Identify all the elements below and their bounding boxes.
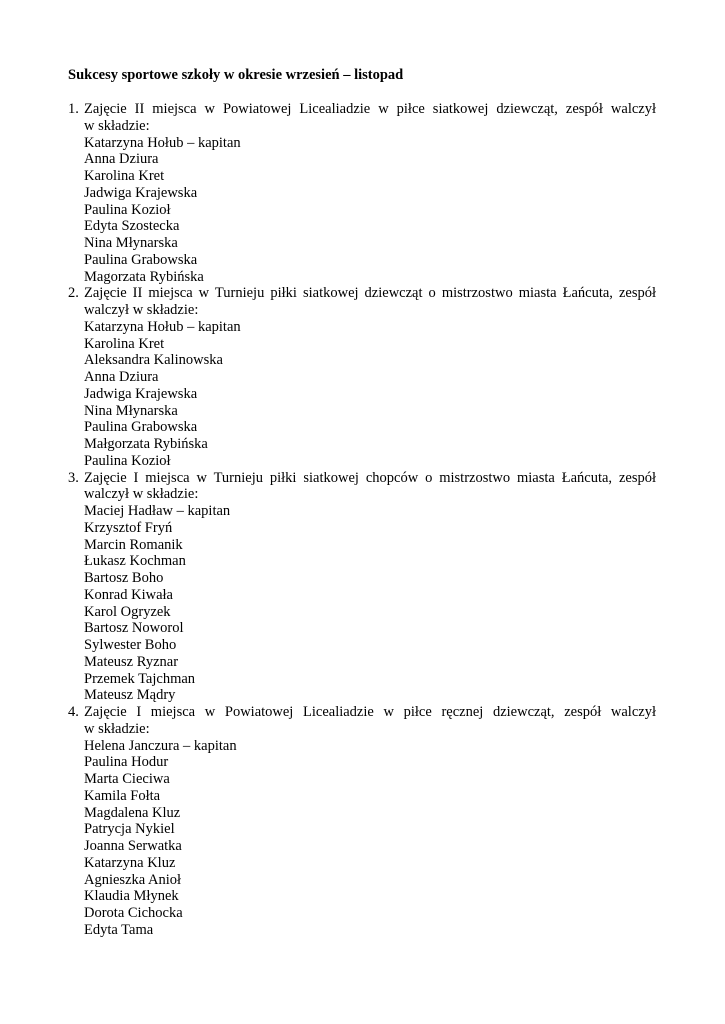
item-number: 3. bbox=[68, 469, 79, 486]
team-member: Agnieszka Anioł bbox=[84, 871, 182, 888]
team-member: Konrad Kiwała bbox=[84, 586, 173, 603]
achievement-intro bbox=[68, 470, 656, 487]
team-member: Aleksandra Kalinowska bbox=[84, 352, 223, 369]
team-member: Marcin Romanik bbox=[84, 536, 183, 553]
team-member: Magorzata Rybińska bbox=[84, 268, 204, 285]
team-member: Helena Janczura – kapitan bbox=[84, 737, 237, 754]
team-member: Mateusz Mądry bbox=[84, 687, 176, 704]
team-member: Paulina Kozioł bbox=[84, 201, 171, 218]
achievements-list bbox=[68, 101, 656, 939]
item-number: 4. bbox=[68, 704, 79, 720]
team-member: Marta Cieciwa bbox=[84, 771, 170, 787]
achievement-description-continued: walczył w składzie: bbox=[84, 486, 199, 503]
achievement-intro bbox=[68, 704, 656, 721]
team-member: Małgorzata Rybińska bbox=[84, 436, 208, 452]
item-number: 2. bbox=[68, 285, 79, 302]
team-member: Mateusz Ryznar bbox=[84, 653, 179, 670]
team-member: Edyta Tama bbox=[84, 921, 154, 938]
team-member: Katarzyna Kluz bbox=[84, 854, 176, 871]
achievement-description: Zajęcie II miejsca w Turnieju piłki siatkowej dziewcząt o mistrzostwo miasta Łańcuta, zespół bbox=[84, 285, 656, 302]
item-number: 1. bbox=[68, 101, 79, 117]
team-member: Nina Młynarska bbox=[84, 235, 178, 251]
team-member: Joanna Serwatka bbox=[84, 838, 182, 854]
team-member: Magdalena Kluz bbox=[84, 804, 181, 821]
team-member: Jadwiga Krajewska bbox=[84, 385, 198, 402]
achievement-description: Zajęcie I miejsca w Powiatowej Licealiadzie w piłce ręcznej dziewcząt, zespół walczył bbox=[84, 704, 656, 720]
achievement-intro bbox=[68, 101, 656, 118]
team-member: Nina Młynarska bbox=[84, 402, 178, 419]
team-member: Klaudia Młynek bbox=[84, 888, 179, 905]
team-member: Maciej Hadław – kapitan bbox=[84, 503, 231, 519]
team-member: Karolina Kret bbox=[84, 168, 165, 184]
document-title: Sukcesy sportowe szkoły w okresie wrzesień – listopad bbox=[68, 67, 404, 83]
achievement-item-4 bbox=[68, 704, 656, 939]
achievement-description-continued: w składzie: bbox=[84, 117, 150, 134]
team-member: Edyta Szostecka bbox=[84, 218, 180, 235]
achievement-description-continued: w składzie: bbox=[84, 720, 150, 737]
achievement-description: Zajęcie I miejsca w Turnieju piłki siatkowej chopców o mistrzostwo miasta Łańcuta, zespół bbox=[84, 469, 656, 486]
team-member: Łukasz Kochman bbox=[84, 553, 186, 570]
team-member: Bartosz Boho bbox=[84, 570, 164, 586]
team-member: Paulina Grabowska bbox=[84, 419, 198, 436]
team-member: Krzysztof Fryń bbox=[84, 519, 173, 536]
team-member: Jadwiga Krajewska bbox=[84, 184, 198, 201]
team-member: Bartosz Noworol bbox=[84, 620, 184, 637]
team-member: Sylwester Boho bbox=[84, 637, 177, 653]
team-member: Katarzyna Hołub – kapitan bbox=[84, 134, 241, 151]
team-member: Anna Dziura bbox=[84, 369, 159, 385]
team-member: Paulina Kozioł bbox=[84, 452, 171, 469]
team-member: Karolina Kret bbox=[84, 335, 165, 352]
team-member: Przemek Tajchman bbox=[84, 670, 196, 687]
team-member: Anna Dziura bbox=[84, 151, 159, 168]
team-member: Kamila Fołta bbox=[84, 787, 161, 804]
achievement-description: Zajęcie II miejsca w Powiatowej Licealiadzie w piłce siatkowej dziewcząt, zespół walczył bbox=[84, 101, 656, 117]
achievement-description-continued: walczył w składzie: bbox=[84, 302, 199, 318]
team-member: Patrycja Nykiel bbox=[84, 821, 175, 838]
team-member: Paulina Grabowska bbox=[84, 251, 198, 268]
team-member: Paulina Hodur bbox=[84, 754, 169, 771]
document-page bbox=[68, 0, 656, 1024]
achievement-item-1 bbox=[68, 101, 656, 285]
achievement-intro bbox=[68, 285, 656, 302]
team-member: Karol Ogryzek bbox=[84, 603, 171, 620]
team-member: Katarzyna Hołub – kapitan bbox=[84, 318, 241, 335]
achievement-item-2 bbox=[68, 285, 656, 469]
achievement-item-3 bbox=[68, 470, 656, 705]
team-member: Dorota Cichocka bbox=[84, 905, 183, 921]
